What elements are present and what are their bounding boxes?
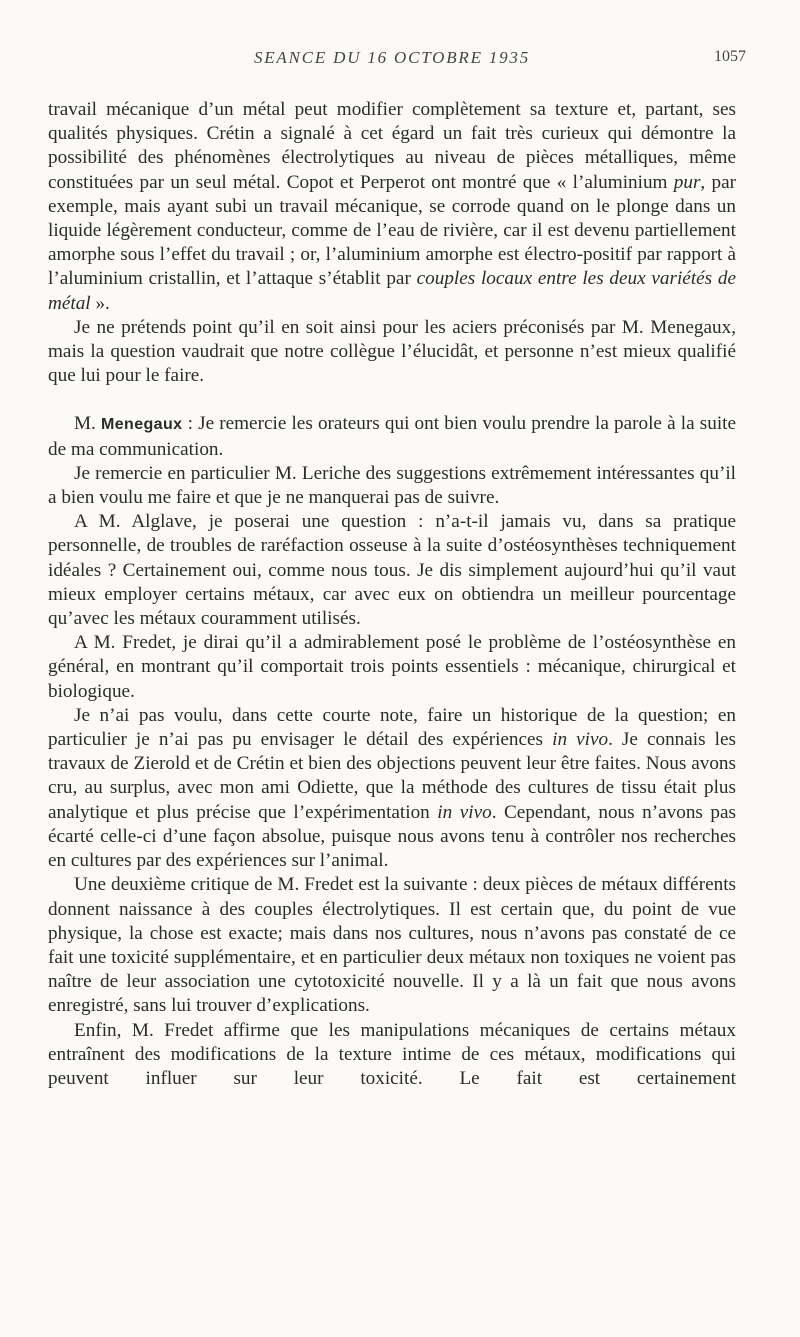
document-page [48, 0, 746, 1091]
paragraph-5: A M. Alglave, je poserai une question : n’a-t-il jamais vu, dans sa pratique personnelle, de troubles de raréfaction osseuse à la suite d’ostéosynthèses techniquement idéales ? Certainement oui, comme nous tous. Je dis simplement aujourd’hui qu’il vaut mieux employer certains métaux, car avec eux on obtiendra un meilleur pourcentage qu’avec les métaux couramment utilisés. [48, 511, 736, 630]
paragraph-1-italic-pur: pur [673, 171, 701, 193]
page-number: 1057 [714, 48, 746, 65]
paragraph-7-text-a: Je n’ai pas voulu, dans cette courte note, faire un historique de la question; en particulier je n’ai pas pu envisager le détail des expériences [48, 704, 736, 751]
paragraph-8: Une deuxième critique de M. Fredet est la suivante : deux pièces de métaux différents donnent naissance à des couples électrolytiques. Il est certain que, du point de vue physique, la chose est exacte; mais dans nos cultures, nous n’avons pas constaté de ce fait une toxicité supplémentaire, et en particulier deux métaux non toxiques ne voient pas naître de leur association une cytotoxicité nouvelle. Il y a là un fait que nous avons enregistré, sans lui trouver d’explications. [48, 874, 736, 1017]
paragraph-7-italic-in-vivo-1: in vivo [552, 729, 609, 751]
paragraph-7-text-c: . Je connais les travaux de Zierold et de Crétin et bien des objections peuvent leur être faites. Nous avons cru, au surplus, avec mon ami Odiette, que la méthode des cultures de tissu était plus analytique et plus précise que l’expérimentation [48, 729, 736, 823]
page-header [48, 48, 746, 88]
paragraph-1-text-a: travail mécanique d’un métal peut modifier complètement sa texture et, partant, ses qualités physiques. Crétin a signalé à cet égard un fait très curieux qui démontre la possibilité des phénomènes électrolytiques au niveau de pièces métalliques, même constituées par un seul métal. Copot et Perperot ont montré que « l’aluminium [48, 99, 736, 193]
speaker-prefix: M. [74, 413, 102, 435]
section-gap [48, 388, 736, 412]
paragraph-3 [48, 412, 736, 461]
paragraph-7 [48, 704, 736, 873]
paragraph-4: Je remercie en particulier M. Leriche des suggestions extrêmement intéressantes qu’il a bien voulu me faire et que je ne manquerai pas de suivre. [48, 462, 736, 509]
paragraph-1-italic-quote: couples locaux entre les deux variétés de métal [48, 268, 736, 314]
speaker-name: Menegaux [101, 416, 183, 434]
paragraph-6: A M. Fredet, je dirai qu’il a admirablement posé le problème de l’ostéosynthèse en général, en montrant qu’il comportait trois points essentiels : mécanique, chirurgical et biologique. [48, 632, 736, 702]
paragraph-2: Je ne prétends point qu’il en soit ainsi pour les aciers préconisés par M. Menegaux, mais la question vaudrait que notre collègue l’élucidât, et personne n’est mieux qualifié que lui pour le faire. [48, 316, 736, 387]
paragraph-1-text-e: ». [90, 292, 110, 314]
page-body [48, 98, 736, 1091]
paragraph-9: Enfin, M. Fredet affirme que les manipulations mécaniques de certains métaux entraînent des modifications de la texture intime de ces métaux, modifications qui peuvent influer sur leur toxicité. Le fait est certainement [48, 1019, 736, 1089]
paragraph-1 [48, 98, 736, 316]
paragraph-7-italic-in-vivo-2: in vivo [437, 801, 492, 823]
running-title: SEANCE DU 16 OCTOBRE 1935 [253, 48, 531, 67]
paragraph-7-text-e: . Cependant, nous n’avons pas écarté celle-ci d’une façon absolue, puisque nous avons tenu à contrôler nos recherches en cultures par des expériences sur l’animal. [48, 801, 736, 872]
paragraph-1-text-c: , par exemple, mais ayant subi un travail mécanique, se corrode quand on le plonge dans un liquide légèrement conducteur, comme de l’eau de rivière, car il est devenu partiellement amorphe sous l’effet du travail ; or, l’aluminium amorphe est électro-positif par rapport à l’aluminium cristallin, et l’attaque s’établit par [48, 171, 737, 290]
paragraph-3-text: : Je remercie les orateurs qui ont bien voulu prendre la parole à la suite de ma communication. [48, 413, 736, 460]
